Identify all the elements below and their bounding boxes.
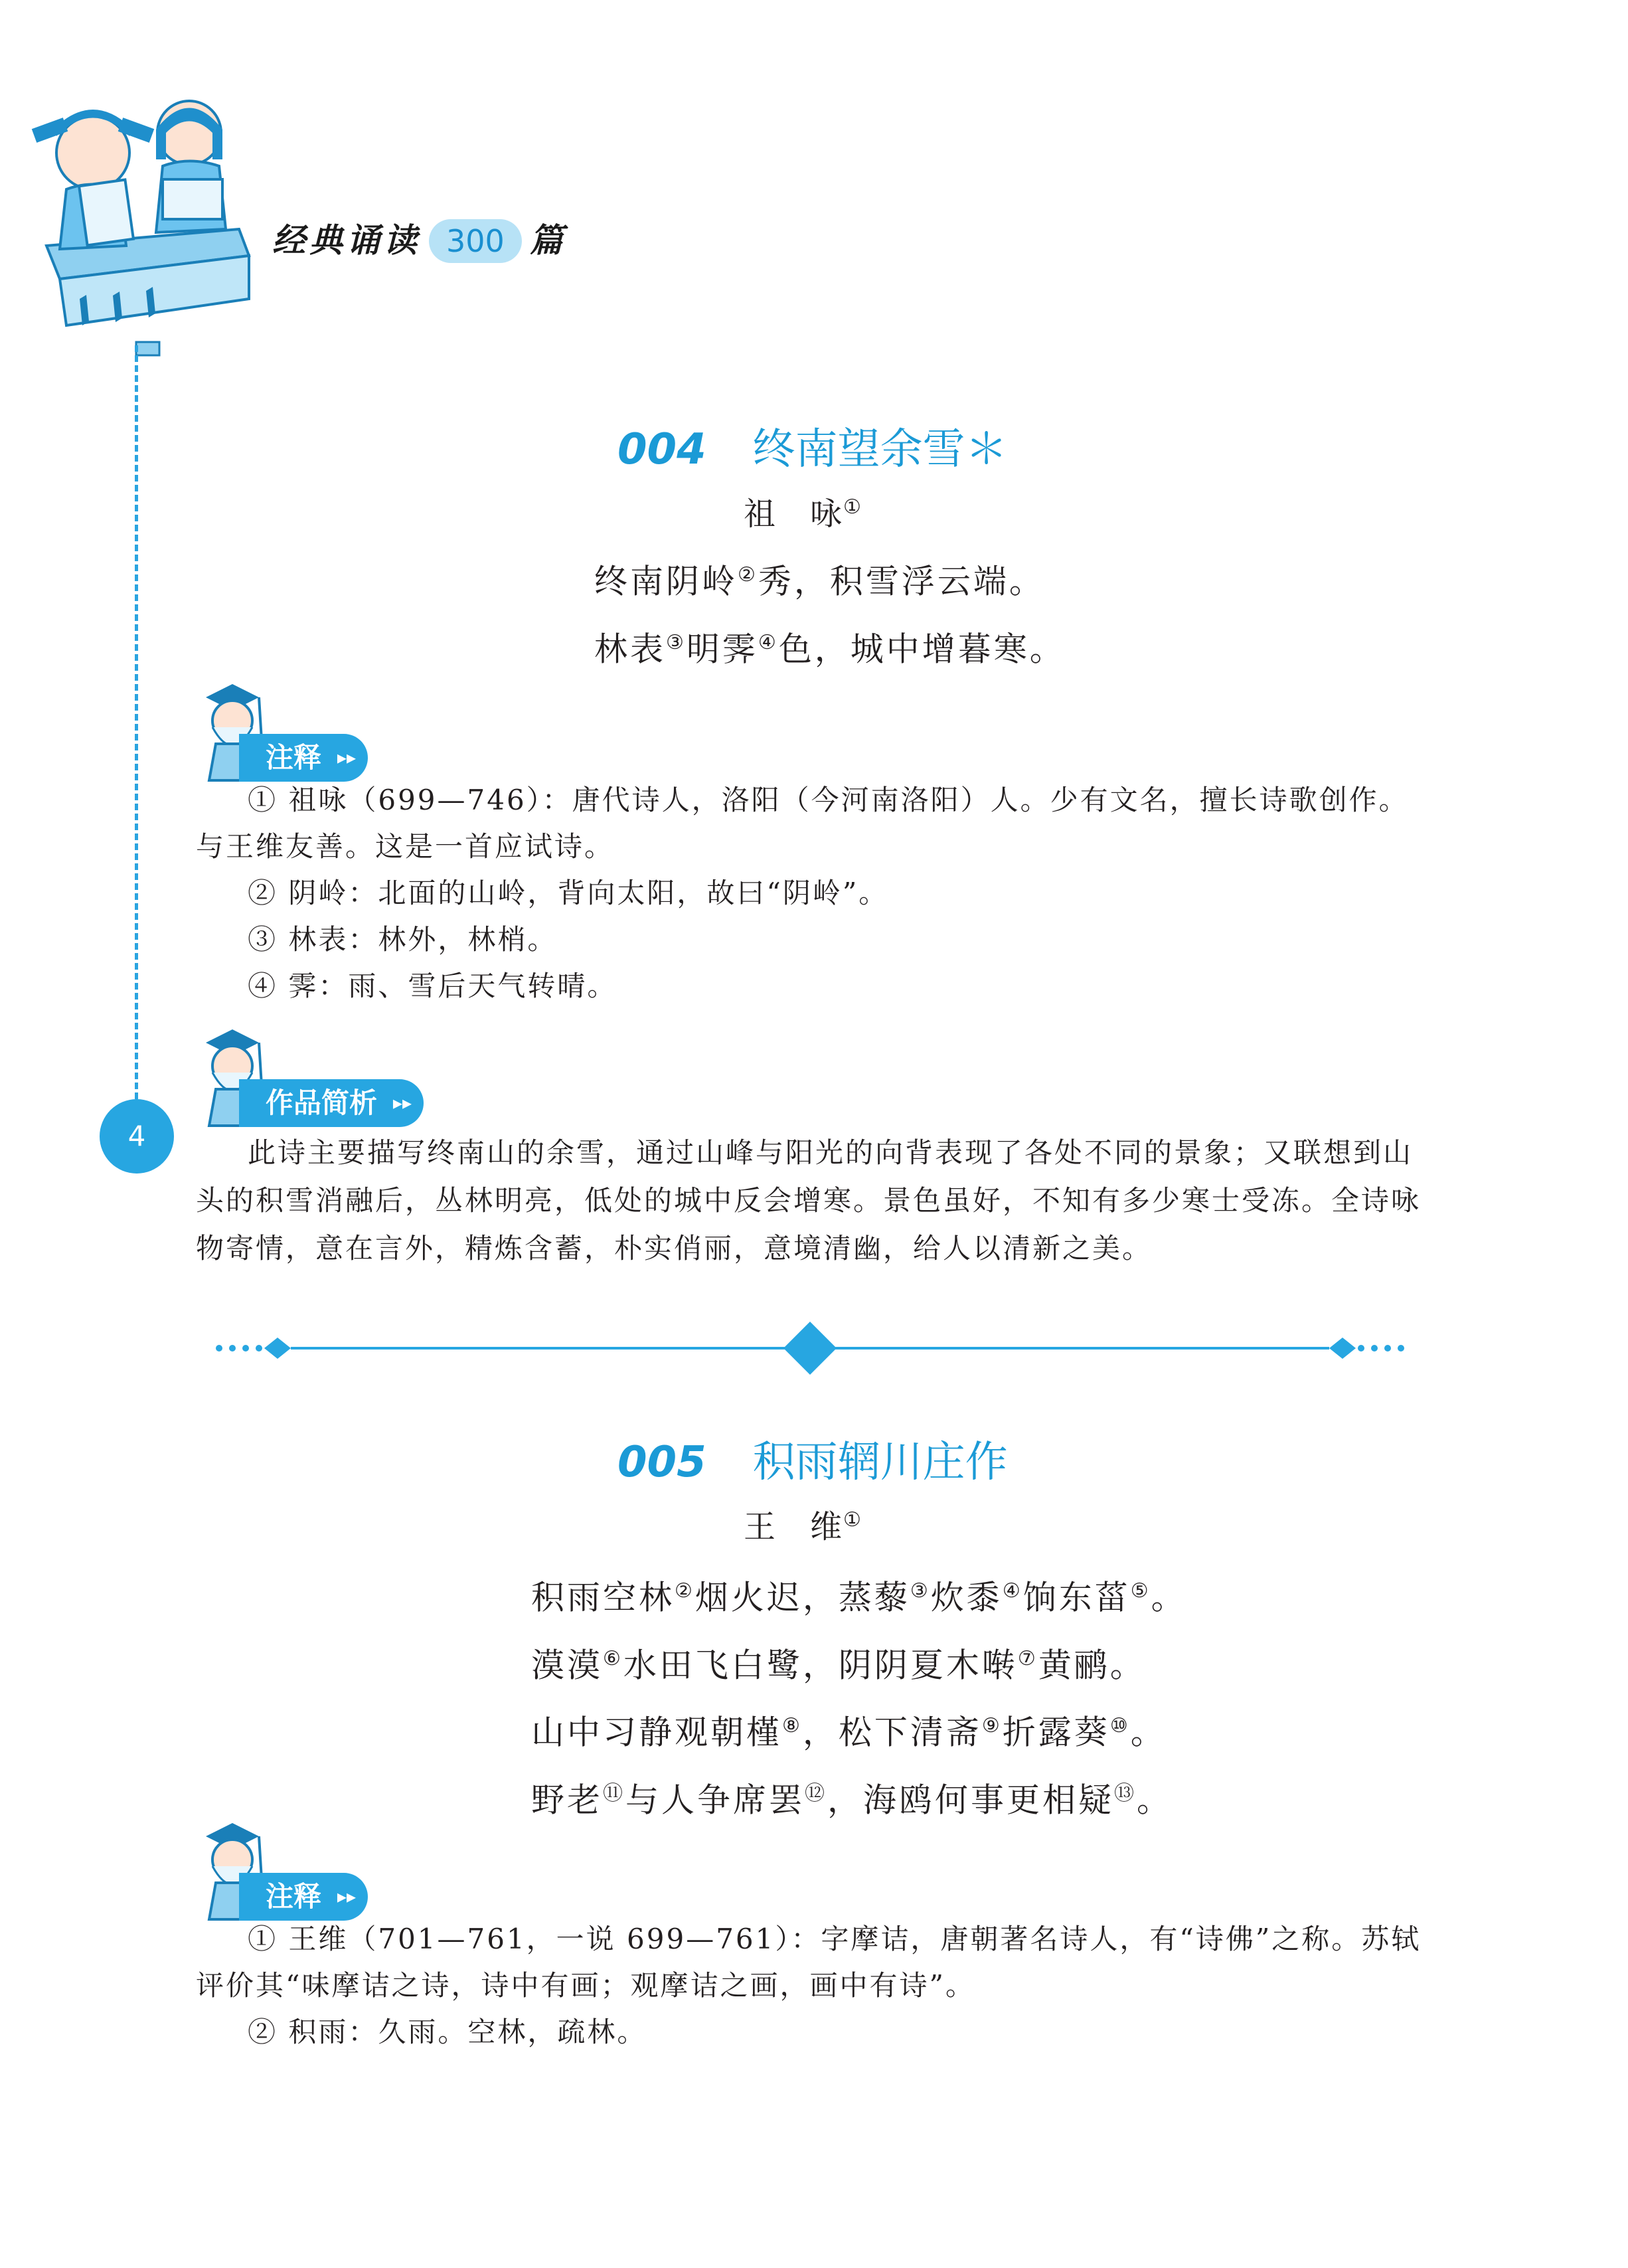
analysis-paragraph: 此诗主要描写终南山的余雪，通过山峰与阳光的向背表现了各处不同的景象；又联想到山头的积雪消融后，丛林明亮，低处的城中反会增寒。景色虽好，不知有多少寒士受冻。全诗咏物寄情，意在言外，精炼含蓄，朴实俏丽，意境清幽，给人以清新之美。 <box>196 1136 1422 1265</box>
verse-text: 与人争席罢 <box>625 1781 805 1820</box>
verse-text: 山中习静观朝槿 <box>531 1713 782 1752</box>
note-item: ④ 霁：雨、雪后天气转晴。 <box>248 970 617 1002</box>
note-item: ③ 林表：林外，林梢。 <box>248 923 558 956</box>
note-marker: ⑥ <box>603 1646 623 1670</box>
verse-text: 秀，积雪浮云端。 <box>758 562 1045 601</box>
notes-label-pill: 注释 ▸▸ <box>239 1873 368 1921</box>
poem-body-004 <box>594 545 1066 679</box>
notes-label-pill: 注释 ▸▸ <box>239 734 368 782</box>
verse-text: 色，城中增暮寒。 <box>778 630 1066 669</box>
note-marker: ⑤ <box>1130 1579 1151 1603</box>
verse-text: 饷东菑 <box>1022 1578 1131 1617</box>
poem-line <box>531 1628 1187 1696</box>
note-marker: ④ <box>1002 1579 1023 1603</box>
note-marker: ② <box>675 1579 695 1603</box>
poem-line <box>531 1561 1187 1628</box>
notes-section-label <box>193 671 458 790</box>
poem-author-004: 祖 咏① <box>744 495 862 533</box>
verse-text: 炊黍 <box>930 1578 1003 1617</box>
analysis-label-pill: 作品简析 ▸▸ <box>239 1079 424 1127</box>
notes-section-label <box>193 1810 458 1929</box>
verse-text: 黄鹂。 <box>1038 1646 1146 1685</box>
poem-title-004: 004 终南望余雪＊ <box>617 425 1008 474</box>
note-marker: ⑨ <box>981 1714 1003 1738</box>
note-item: ② 阴岭：北面的山岭，背向太阳，故曰“阴岭”。 <box>248 877 889 909</box>
analysis-section-label <box>193 1016 511 1136</box>
verse-text: 。 <box>1151 1578 1187 1617</box>
section-divider <box>212 1322 1408 1375</box>
analysis-004 <box>196 1129 1437 1272</box>
note-marker: ⑦ <box>1017 1646 1038 1670</box>
verse-text: 烟火迟，蒸藜 <box>694 1578 910 1617</box>
notes-004 <box>196 777 1437 1009</box>
note-marker: ③ <box>666 630 687 654</box>
verse-text: 野老 <box>531 1781 603 1820</box>
note-marker: ② <box>738 563 758 586</box>
note-marker: ⑧ <box>782 1714 803 1738</box>
note-marker: ⑬ <box>1114 1781 1137 1805</box>
verse-text: 积雨空林 <box>531 1578 675 1617</box>
poem-line <box>594 612 1066 680</box>
note-marker: ④ <box>758 630 779 654</box>
poem-line <box>531 1763 1187 1831</box>
verse-text: 水田飞白鹭，阴阴夏木啭 <box>623 1646 1018 1685</box>
verse-text: 折露葵 <box>1002 1713 1110 1752</box>
note-marker: ⑩ <box>1109 1714 1131 1738</box>
verse-text: 终南阴岭 <box>594 562 738 601</box>
page-number: 4 <box>100 1099 174 1174</box>
note-marker: ③ <box>910 1579 931 1603</box>
notes-005 <box>196 1916 1437 2055</box>
verse-text: 。 <box>1130 1713 1167 1752</box>
note-item: ① 祖咏（699—746）：唐代诗人，洛阳（今河南洛阳）人。少有文名，擅长诗歌创作。与王维友善。这是一首应试诗。 <box>196 784 1409 863</box>
verse-text: 林表 <box>594 630 666 669</box>
note-item: ① 王维（701—761，一说 699—761）：字摩诘，唐朝著名诗人，有“诗佛”之称。苏轼评价其“味摩诘之诗，诗中有画；观摩诘之画，画中有诗”。 <box>196 1923 1422 2002</box>
poem-title-005: 005 积雨辋川庄作 <box>617 1438 1008 1487</box>
note-marker: ⑫ <box>805 1781 827 1805</box>
note-marker: ⑪ <box>603 1781 625 1805</box>
series-title: 经典诵读 300 篇 <box>272 214 567 263</box>
verse-text: ，松下清斋 <box>802 1713 982 1752</box>
note-item: ② 积雨：久雨。空林，疏林。 <box>248 2016 647 2048</box>
poem-body-005 <box>531 1561 1187 1831</box>
poem-author-005: 王 维① <box>744 1508 862 1545</box>
verse-text: 明霁 <box>686 630 758 669</box>
series-number-pill: 300 <box>429 219 522 263</box>
verse-text: ，海鸥何事更相疑 <box>827 1781 1114 1820</box>
poem-line <box>594 545 1066 612</box>
margin-dashed-line <box>135 345 138 1129</box>
header-illustration <box>20 80 272 359</box>
poem-line <box>531 1696 1187 1763</box>
verse-text: 。 <box>1137 1781 1173 1820</box>
verse-text: 漠漠 <box>531 1646 603 1685</box>
